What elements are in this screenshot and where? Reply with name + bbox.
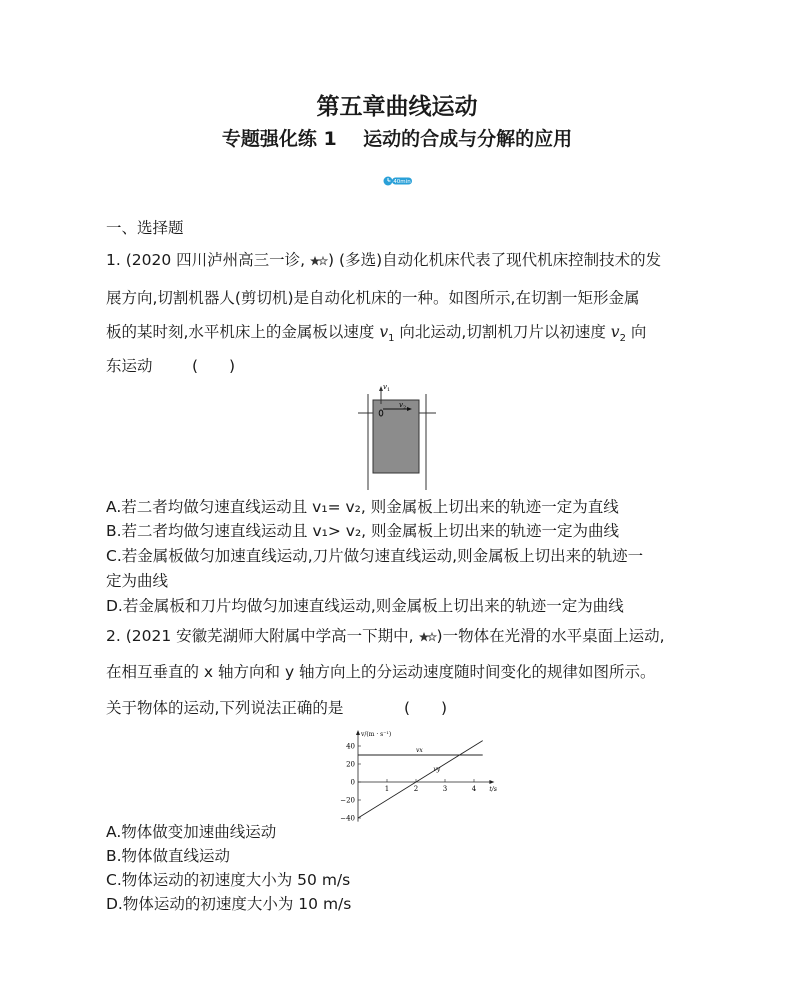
velocity-time-chart [328,728,497,823]
x-tick-label: 3 [442,785,448,793]
series-label-vx: vx [416,747,423,754]
question-1-line-1: 1. (2020 四川泸州高三一诊, ) (多选)自动化机床代表了现代机床控制技术的发 [106,251,662,269]
option-d: D.若金属板和刀片均做匀加速直线运动,则金属板上切出来的轨迹一定为曲线 [106,597,624,615]
y-axis-arrow [356,730,360,735]
option-c-continued: 定为曲线 [106,572,169,590]
svg-text:1: 1 [387,387,391,393]
question-number: 1. [106,251,121,269]
section-heading: 一、选择题 [106,219,184,237]
option-c: C.物体运动的初速度大小为 50 m/s [106,871,351,889]
option-b: B.物体做直线运动 [106,847,231,865]
y-tick-label: 40 [346,742,355,751]
question-type: (多选) [339,251,383,269]
answer-blank: ( ) [404,699,448,717]
question-number: 2. [106,627,121,645]
answer-blank: ( ) [192,357,236,375]
svg-text:2: 2 [403,405,407,411]
question-source: (2020 四川泸州高三一诊, [125,251,306,269]
series-label-vy: vy [433,766,441,773]
y-axis-label: v/(m · s⁻¹) [361,731,392,738]
x-tick-label: 1 [384,785,390,793]
question-source: (2021 安徽芜湖师大附属中学高一下期中, [125,627,414,645]
y-tick-label: −40 [340,814,355,823]
cutting-diagram [358,380,436,490]
x-axis-label: t/s [489,786,497,793]
option-a: A.物体做变加速曲线运动 [106,823,277,841]
question-1-line-2: 展方向,切割机器人(剪切机)是自动化机床的一种。如图所示,在切割一矩形金属 [106,289,640,307]
y-tick-label: −20 [340,796,355,805]
option-a: A.若二者均做匀速直线运动且 v₁= v₂, 则金属板上切出来的轨迹一定为直线 [106,498,619,516]
question-2-line-3: 关于物体的运动,下列说法正确的是 [106,699,344,717]
label-v1: v [383,383,387,391]
label-v2: v [399,401,403,409]
chapter-title: 第五章曲线运动 [316,94,478,120]
question-2-line-2: 在相互垂直的 x 轴方向和 y 轴方向上的分运动速度随时间变化的规律如图所示。 [106,663,656,681]
option-c: C.若金属板做匀加速直线运动,刀片做匀速直线运动,则金属板上切出来的轨迹一 [106,547,644,565]
y-tick-label: 20 [346,760,355,769]
option-d: D.物体运动的初速度大小为 10 m/s [106,895,352,913]
question-1-line-3: 板的某时刻,水平机床上的金属板以速度 $v_1$ 向北运动,切割机刀片以初速度 $v_2$ 向 [106,323,647,345]
clock-icon [383,172,413,184]
option-b: B.若二者均做匀速直线运动且 v₁> v₂, 则金属板上切出来的轨迹一定为曲线 [106,522,620,540]
y-tick-label: 0 [350,778,355,787]
x-tick-label: 4 [471,785,477,793]
star-difficulty-icon [419,627,437,647]
star-difficulty-icon [310,251,328,271]
timer-label: 40min [393,179,411,185]
x-tick-label: 2 [413,785,419,793]
question-1-line-4: 东运动 [106,357,153,375]
x-axis-arrow [489,780,494,784]
question-2-line-1: 2. (2021 安徽芜湖师大附属中学高一下期中, )一物体在光滑的水平桌面上运动, [106,627,665,645]
worksheet-subtitle: 专题强化练 1 运动的合成与分解的应用 [221,128,573,150]
